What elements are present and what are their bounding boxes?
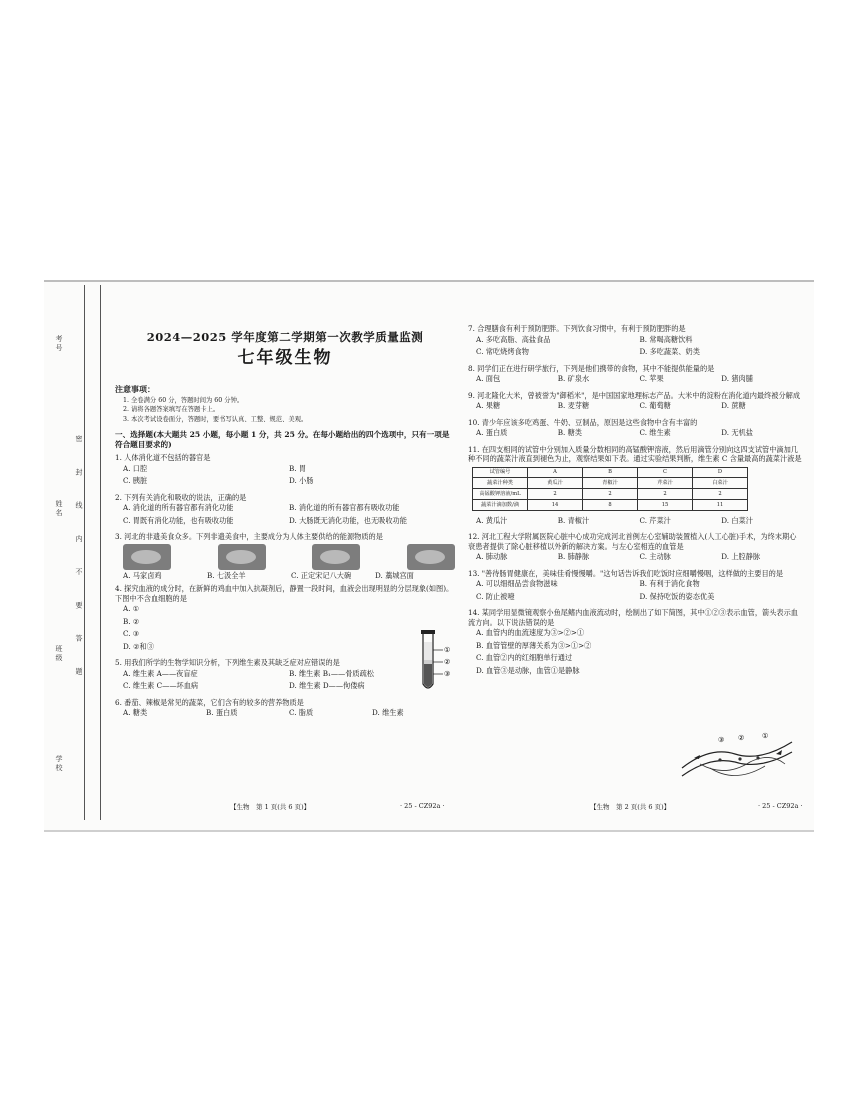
exam-number-label: 考号 (55, 335, 63, 353)
option: C. 正定宋记八大碗 (291, 570, 352, 580)
option: D. 维生素 (372, 708, 404, 718)
question-stem: 6. 番茄、辣椒是常见的蔬菜，它们含有的较多的营养物质是 (115, 697, 304, 707)
notice-item: 1. 全卷满分 60 分，答题时间为 60 分钟。 (123, 397, 244, 405)
vessel-wall (682, 742, 792, 768)
red-cell (738, 757, 741, 760)
table-cell: 蔬菜汁种类 (473, 478, 528, 489)
table-cell: 11 (693, 500, 748, 511)
option: D. 保持吃饭的姿态优美 (639, 591, 715, 601)
tube-layer-plasma (424, 642, 432, 660)
option: B. 肺静脉 (557, 552, 590, 562)
option: A. 黄瓜汁 (476, 515, 508, 525)
options (476, 401, 803, 414)
option: A. 蛋白质 (476, 428, 508, 437)
options (123, 669, 455, 694)
option: C. 胃既有消化功能，也有吸收功能 (123, 515, 234, 525)
right-column (468, 290, 803, 682)
table-cell: 2 (638, 489, 693, 500)
food-photo (218, 544, 266, 570)
experiment-table (472, 467, 748, 511)
option: C. 防止被噎 (476, 591, 515, 601)
table-cell: 白菜汁 (693, 478, 748, 489)
blood-vessel-figure (680, 728, 795, 786)
table-cell: 14 (528, 500, 583, 511)
table-cell: C (638, 467, 693, 478)
option: B. 七汲全羊 (207, 570, 246, 580)
exam-title: 2024—2025 学年度第二学期第一次教学质量监测 (146, 330, 424, 344)
question-stem: 7. 合理膳食有利于预防肥胖。下列饮食习惯中，有利于预防肥胖的是 (468, 324, 686, 333)
option: A. 果糖 (476, 401, 501, 410)
table-cell: 青椒汁 (583, 478, 638, 489)
options (123, 503, 455, 528)
question-stem: 12. 河北工程大学附属医院心脏中心成功完成河北首例左心室辅助装置植入(人工心脏)手术，为终末期心衰患者提供了除心脏移植以外新的解决方案。与左心室相连的血管是 (468, 532, 797, 551)
table-cell: 黄瓜汁 (528, 478, 583, 489)
question-stem: 13. "善待肠胃健康在，美味佳肴慢慢嚼。"这句话告诉我们吃饭时应细嚼慢咽，这样做的主要目的是 (468, 568, 784, 578)
option: C. 维生素 C——坏血病 (123, 681, 199, 691)
option: A. 口腔 (123, 463, 148, 473)
food-photo (123, 544, 171, 570)
food-photo (407, 544, 455, 570)
table-cell: B (583, 467, 638, 478)
option: D. 无机盐 (721, 428, 753, 437)
left-footer-code: · 25 - CZ92a · (400, 802, 445, 810)
question-stem: 5. 用我们所学的生物学知识分析，下列维生素及其缺乏症对应错误的是 (115, 658, 340, 668)
question-stem: 1. 人体消化道不包括的器官是 (115, 453, 211, 463)
red-cell (756, 756, 759, 759)
blood-tube-figure (415, 628, 457, 696)
table-cell: 蔬菜汁滴加数/滴 (473, 500, 528, 511)
tube-cap (421, 630, 435, 634)
tube-label: ③ (444, 670, 451, 678)
seal-text: 密 封 线 内 不 要 答 题 (75, 435, 83, 687)
food-images (123, 544, 455, 570)
tube-layer-buffy (424, 660, 432, 664)
options (123, 708, 455, 721)
table-cell: A (528, 467, 583, 478)
option: B. 青椒汁 (557, 515, 590, 525)
option: C. 主动脉 (639, 552, 671, 562)
options (476, 552, 803, 565)
table-cell: 高锰酸钾溶液/mL (473, 489, 528, 500)
table-row (473, 478, 748, 489)
table-row (473, 489, 748, 500)
option: D. 上腔静脉 (721, 552, 761, 562)
notice-heading: 注意事项： (115, 383, 155, 394)
question-stem: 2. 下列有关消化和吸收的说法，正确的是 (115, 492, 247, 502)
binding-margin (44, 285, 106, 820)
option: D. 多吃蔬菜、奶类 (639, 347, 700, 356)
option: A. 糖类 (123, 708, 148, 718)
option: B. 消化道的所有器官都有吸收功能 (289, 503, 400, 513)
question-stem: 11. 在四支相同的试管中分别加入质量分数相同的高锰酸钾溶液，然后用滴管分别向这四支试管中滴加几种不同的蔬菜汁液直到褪色为止，观察结果如下表。通过实验结果判断，维生素 C 含量最高的蔬菜汁液是 (468, 444, 802, 463)
notice-item: 2. 请将各题答案填写在答题卡上。 (123, 406, 220, 414)
option: D. 维生素 D——佝偻病 (289, 681, 365, 691)
options (476, 579, 803, 604)
question-stem: 9. 河北隆化大米，曾被誉为"御稻米"，是中国国家地理标志产品。大米中的淀粉在消化道内最终被分解成 (468, 390, 801, 400)
name-label: 姓名 (55, 500, 63, 518)
option: D. 猪肉脯 (721, 374, 753, 383)
options (476, 374, 803, 387)
option: B. ② (123, 616, 140, 626)
option: C. 维生素 (639, 428, 671, 437)
vessel-label: ③ (718, 736, 725, 744)
option: D. 藁城宫面 (375, 570, 414, 580)
option: C. 胰脏 (123, 476, 148, 486)
flow-arrow (694, 755, 700, 759)
option: B. 血管管壁的厚薄关系为③>①>② (476, 640, 592, 650)
table-row (473, 500, 748, 511)
table-cell: 2 (528, 489, 583, 500)
option: A. 面包 (476, 374, 501, 383)
left-footer-page: 【生物 第 1 页(共 6 页)】 (230, 803, 311, 811)
notice-item: 3. 本次考试设卷面分，答题时，要书写认真、工整、规范、美观。 (123, 415, 308, 423)
options (476, 516, 803, 529)
option: A. 维生素 A——夜盲症 (123, 668, 198, 678)
option: C. 血管②内的红细胞单行通过 (476, 653, 573, 663)
option: C. ③ (123, 629, 140, 639)
option: D. 小肠 (289, 476, 314, 486)
vessel-label: ② (738, 734, 745, 742)
left-column (115, 290, 455, 725)
option: B. 矿泉水 (557, 374, 590, 383)
table-cell: 2 (583, 489, 638, 500)
capillary (710, 766, 765, 776)
option: C. 苹果 (639, 374, 664, 383)
seal-line-outer (84, 285, 85, 820)
option: B. 胃 (289, 463, 307, 473)
section-heading: 一、选择题(本大题共 25 小题，每小题 1 分，共 25 分。在每小题给出的四个选项中，只有一项是符合题目要求的) (115, 430, 450, 450)
table-cell: 15 (638, 500, 693, 511)
option: A. 可以细细品尝食物滋味 (476, 579, 558, 589)
seal-line-inner (100, 285, 101, 820)
option: D. 大肠既无消化功能，也无吸收功能 (289, 515, 407, 525)
option: C. 脂质 (289, 708, 314, 718)
options (123, 604, 383, 654)
exam-subject: 七年级生物 (237, 348, 333, 369)
option: A. ① (123, 604, 140, 614)
right-footer-page: 【生物 第 2 页(共 6 页)】 (590, 803, 671, 811)
options (476, 335, 803, 360)
tube-layer-rbc (424, 664, 432, 687)
question-stem: 8. 同学们正在进行研学旅行，下列是他们携带的食物，其中不能提供能量的是 (468, 363, 715, 373)
tube-label: ① (444, 646, 451, 654)
tube-label: ② (444, 658, 451, 666)
class-label: 班级 (55, 645, 63, 663)
option: B. 糖类 (557, 428, 582, 437)
option: C. 常吃烧烤食物 (476, 347, 529, 356)
food-photo (312, 544, 360, 570)
right-footer-code: · 25 - CZ92a · (758, 802, 803, 810)
option: B. 常喝高糖饮料 (639, 334, 693, 344)
question-stem: 14. 某同学用显微镜观察小鱼尾鳍内血液流动时，绘制出了如下简图，其中①②③表示血管，箭头表示血流方向。以下说法错误的是 (468, 608, 798, 627)
option: A. 多吃高脂、高盐食品 (476, 334, 551, 344)
vessel-wall (682, 752, 792, 776)
table-cell: 芹菜汁 (638, 478, 693, 489)
question-stem: 10. 青少年应该多吃鸡蛋、牛奶、豆制品，原因是这些食物中含有丰富的 (468, 417, 698, 427)
options (476, 628, 686, 678)
table-cell: 2 (693, 489, 748, 500)
option: A. 血管内的血流速度为③>②>① (476, 628, 585, 638)
option: D. ②和③ (123, 641, 154, 651)
options (123, 464, 455, 489)
options (476, 428, 803, 441)
school-label: 学校 (55, 755, 63, 773)
notice-block (115, 384, 455, 424)
flow-arrow (776, 750, 782, 755)
option: B. 有利于消化食物 (639, 579, 700, 589)
red-cell (718, 758, 721, 761)
question-stem: 3. 河北的非遗美食众多。下列非遗美食中，主要成分为人体主要供给的能源物质的是 (115, 532, 383, 542)
question-stem: 4. 探究血液的成分时，在新鲜的鸡血中加入抗凝剂后，静置一段时间，血液会出现明显的分层现象(如图)。下图中不含血细胞的是 (115, 584, 454, 603)
table-cell: 试管编号 (473, 467, 528, 478)
option: D. 血管③是动脉，血管①是静脉 (476, 665, 580, 675)
option: C. 芹菜汁 (639, 515, 671, 525)
option: A. 肺动脉 (476, 552, 508, 562)
option: C. 葡萄糖 (639, 401, 671, 410)
option: A. 马家卤鸡 (123, 570, 162, 580)
table-cell: D (693, 467, 748, 478)
table-cell: 8 (583, 500, 638, 511)
option: B. 维生素 B₁——骨质疏松 (289, 668, 374, 678)
options (123, 571, 455, 581)
option: B. 蛋白质 (206, 708, 238, 718)
option: A. 消化道的所有器官都有消化功能 (123, 503, 234, 513)
option: D. 白菜汁 (721, 515, 753, 525)
table-row (473, 467, 748, 478)
vessel-label: ① (762, 732, 769, 740)
option: D. 蔗糖 (721, 401, 746, 410)
option: B. 麦芽糖 (557, 401, 590, 410)
